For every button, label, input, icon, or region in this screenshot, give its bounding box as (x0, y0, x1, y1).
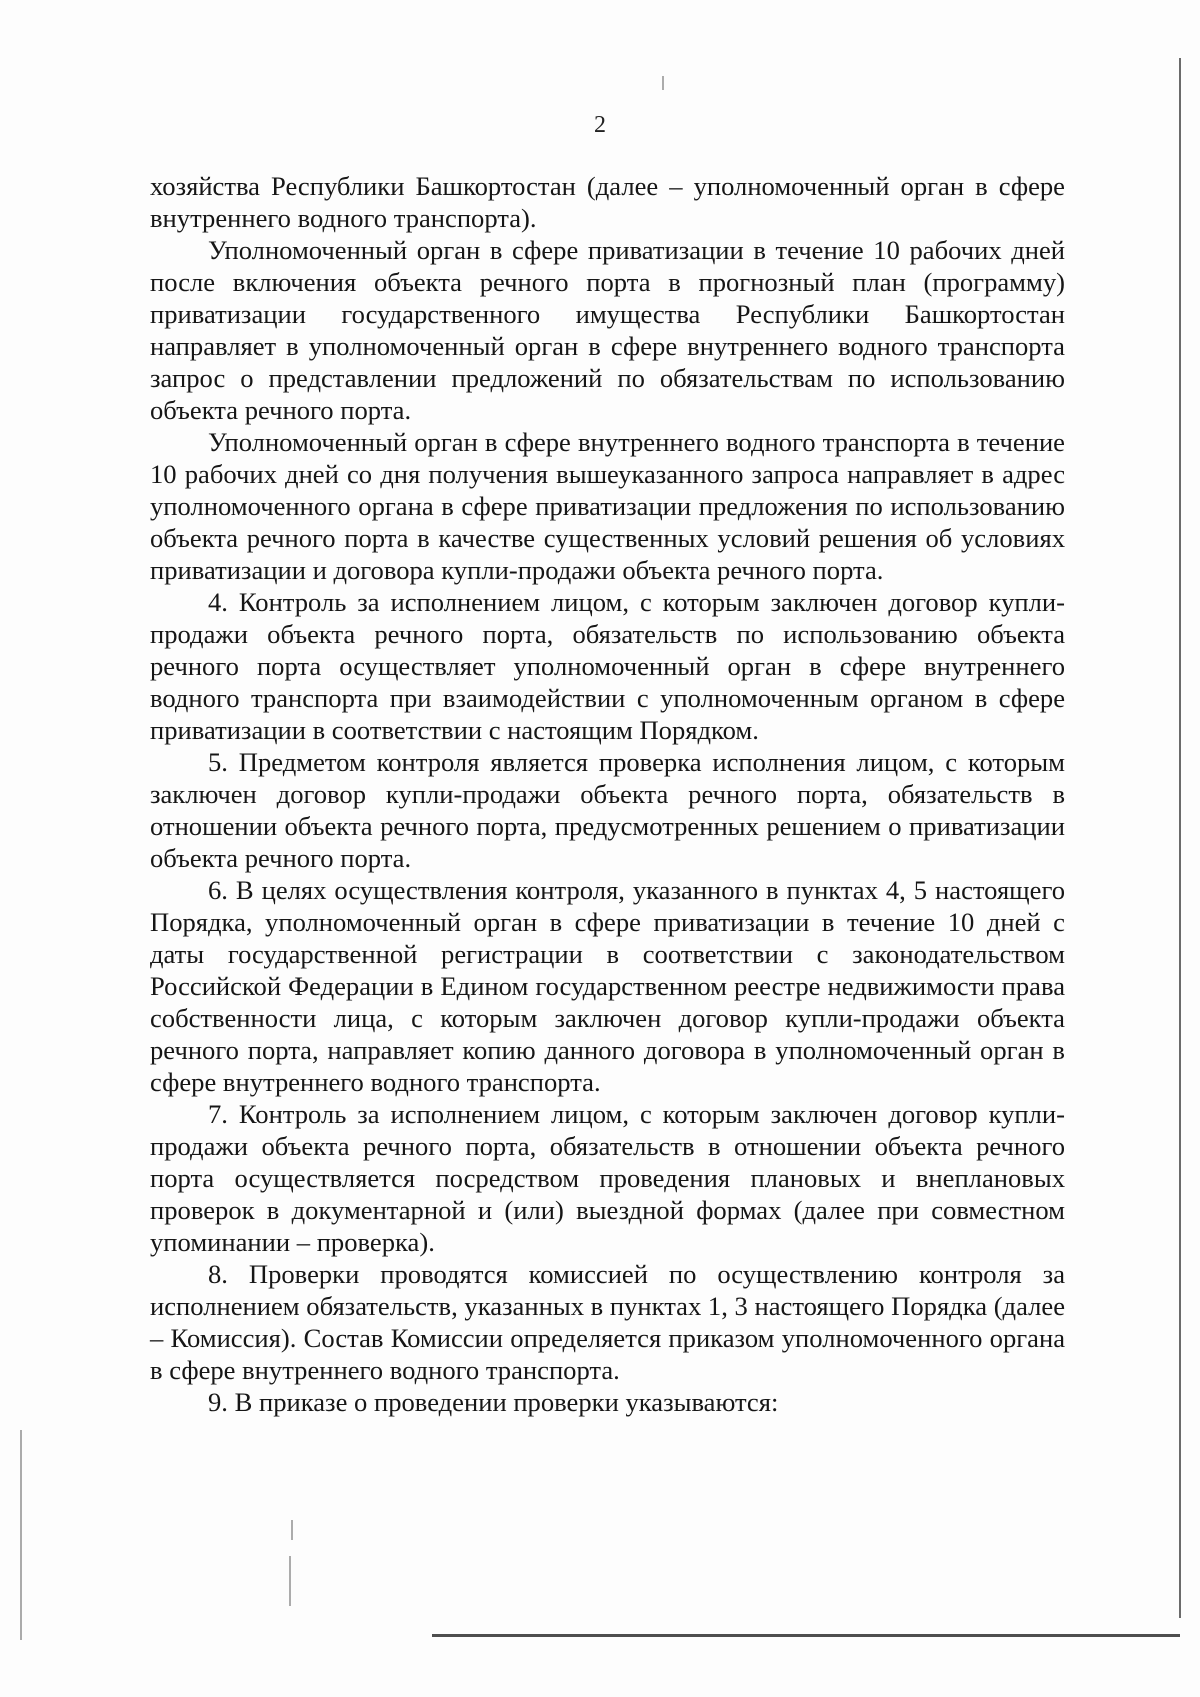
scan-edge-bottom (432, 1634, 1180, 1637)
scan-speck (291, 1520, 293, 1540)
paragraph-privatization-request: Уполномоченный орган в сфере приватизации в течение 10 рабочих дней после включения объекта речного порта в прогнозный план (программу) приватизации государственного имущества Республики Башкортостан направляет в уполномоченный орган в сфере внутреннего водного транспорта запрос о представлении предложений по обязательствам по использованию объекта речного порта. (150, 235, 1065, 425)
paragraph-item-9: 9. В приказе о проведении проверки указываются: (208, 1387, 779, 1417)
paragraph-transport-proposals: Уполномоченный орган в сфере внутреннего водного транспорта в течение 10 рабочих дней со дня получения вышеуказанного запроса направляет в адрес уполномоченного органа в сфере приватизации предложения по использованию объекта речного порта в качестве существенных условий решения об условиях приватизации и договора купли-продажи объекта речного порта. (150, 427, 1065, 585)
paragraph-item-7: 7. Контроль за исполнением лицом, с которым заключен договор купли-продажи объекта речного порта, обязательств в отношении объекта речного порта осуществляется посредством проведения плановых и внеплановых проверок в документарной и (или) выездной формах (далее при совместном упоминании – проверка). (150, 1099, 1065, 1257)
paragraph-item-6: 6. В целях осуществления контроля, указанного в пунктах 4, 5 настоящего Порядка, уполномоченный орган в сфере приватизации в течение 10 дней с даты государственной регистрации в соответствии с законодательством Российской Федерации в Едином государственном реестре недвижимости права собственности лица, с которым заключен договор купли-продажи объекта речного порта, направляет копию данного договора в уполномоченный орган в сфере внутреннего водного транспорта. (150, 875, 1065, 1097)
scan-speck (289, 1556, 291, 1606)
scan-edge-left (20, 1430, 22, 1640)
scan-edge-right (1179, 58, 1181, 1618)
document-body (150, 170, 1065, 1418)
paragraph-item-5: 5. Предметом контроля является проверка исполнения лицом, с которым заключен договор купли-продажи объекта речного порта, обязательств в отношении объекта речного порта, предусмотренных решением о приватизации объекта речного порта. (150, 747, 1065, 873)
paragraph-item-4: 4. Контроль за исполнением лицом, с которым заключен договор купли-продажи объекта речного порта, обязательств по использованию объекта речного порта осуществляет уполномоченный орган в сфере внутреннего водного транспорта при взаимодействии с уполномоченным органом в сфере приватизации в соответствии с настоящим Порядком. (150, 587, 1065, 745)
paragraph-item-8: 8. Проверки проводятся комиссией по осуществлению контроля за исполнением обязательств, указанных в пунктах 1, 3 настоящего Порядка (далее – Комиссия). Состав Комиссии определяется приказом уполномоченного органа в сфере внутреннего водного транспорта. (150, 1259, 1065, 1385)
scan-speck (662, 76, 664, 90)
page-number: 2 (594, 112, 606, 138)
paragraph-continuation: хозяйства Республики Башкортостан (далее – уполномоченный орган в сфере внутреннего водного транспорта). (150, 171, 1065, 233)
